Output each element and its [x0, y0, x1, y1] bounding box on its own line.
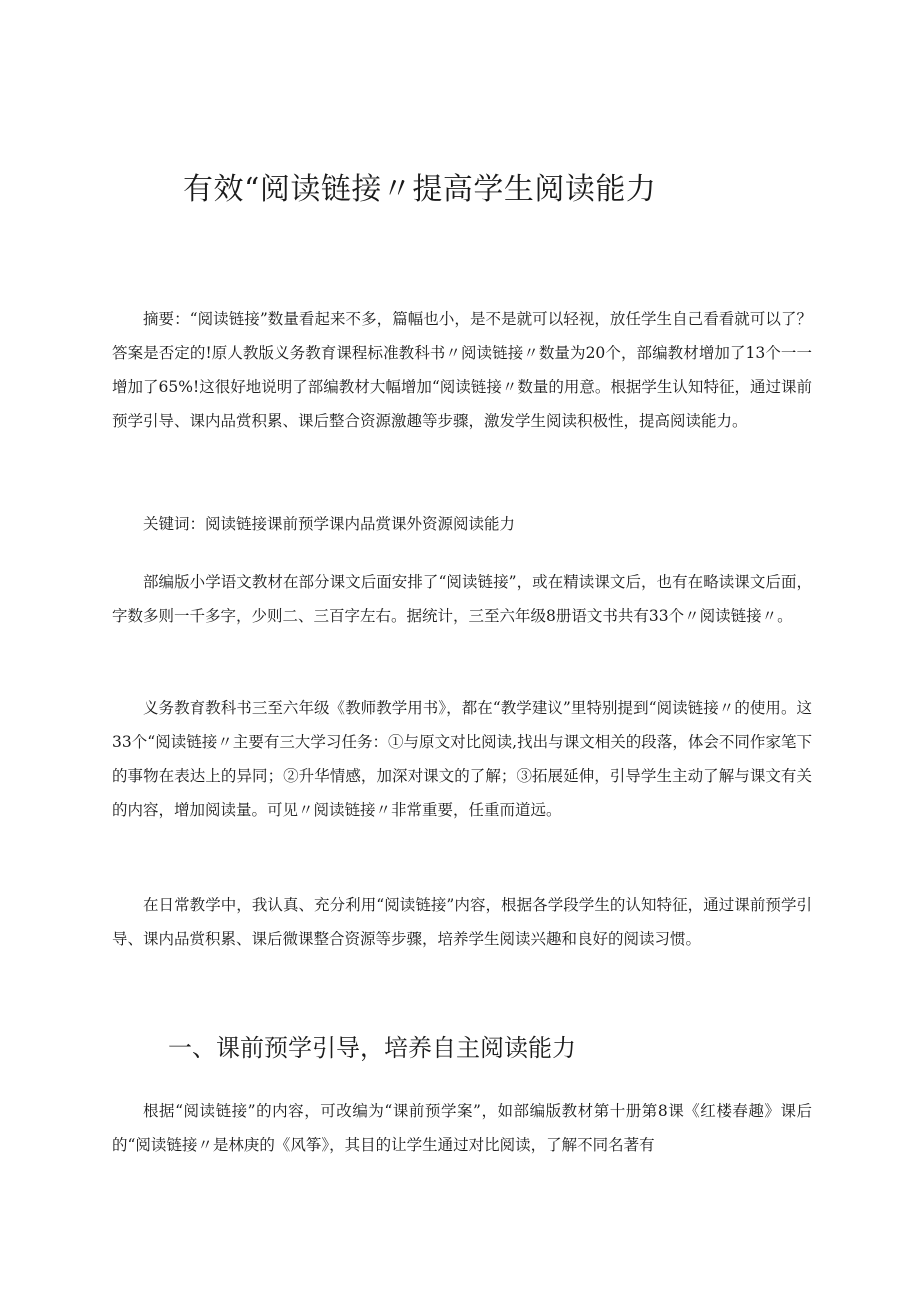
abstract-paragraph: 摘要：“阅读链接”数量看起来不多，篇幅也小，是不是就可以轻视，放任学生自己看看就可以了？答案是否定的!原人教版义务教育课程标准教科书〃阅读链接〃数量为20个，部编教材增加了13个一一增加了65%!这很好地说明了部编教材大幅增加“阅读链接〃数量的用意。根据学生认知特征，通过课前预学引导、课内品赏积累、课后整合资源激趣等步骤，激发学生阅读积极性，提高阅读能力。: [112, 310, 812, 430]
section-heading-1: 一、课前预学引导，培养自主阅读能力: [168, 1034, 576, 1062]
body-paragraph-2: 义务教育教科书三至六年级《教师教学用书》，都在“教学建议”里特别提到“阅读链接〃的使用。这33个“阅读链接〃主要有三大学习任务：①与原文对比阅读,找出与课文相关的段落，体会不同作家笔下的事物在表达上的异同；②升华情感，加深对课文的了解；③拓展延伸，引导学生主动了解与课文有关的内容，增加阅读量。可见〃阅读链接〃非常重要，任重而道远。: [112, 699, 812, 819]
body-paragraph-1: 部编版小学语文教材在部分课文后面安排了“阅读链接”，或在精读课文后，也有在略读课文后面，字数多则一千多字，少则二、三百字左右。据统计，三至六年级8册语文书共有33个〃阅读链接〃。: [112, 573, 812, 625]
body-paragraph-3: 在日常教学中，我认真、充分利用“阅读链接”内容，根据各学段学生的认知特征，通过课前预学引导、课内品赏积累、课后微课整合资源等步骤，培养学生阅读兴趣和良好的阅读习惯。: [112, 896, 812, 948]
section-1-paragraph: 根据“阅读链接”的内容，可改编为“课前预学案”，如部编版教材第十册第8课《红楼春趣》课后的“阅读链接〃是林庚的《风筝》，其目的让学生通过对比阅读，了解不同名著有: [112, 1102, 812, 1154]
document-title: 有效“阅读链接〃提高学生阅读能力: [183, 172, 657, 207]
keywords-paragraph: 关键词：阅读链接课前预学课内品赏课外资源阅读能力: [143, 515, 516, 533]
